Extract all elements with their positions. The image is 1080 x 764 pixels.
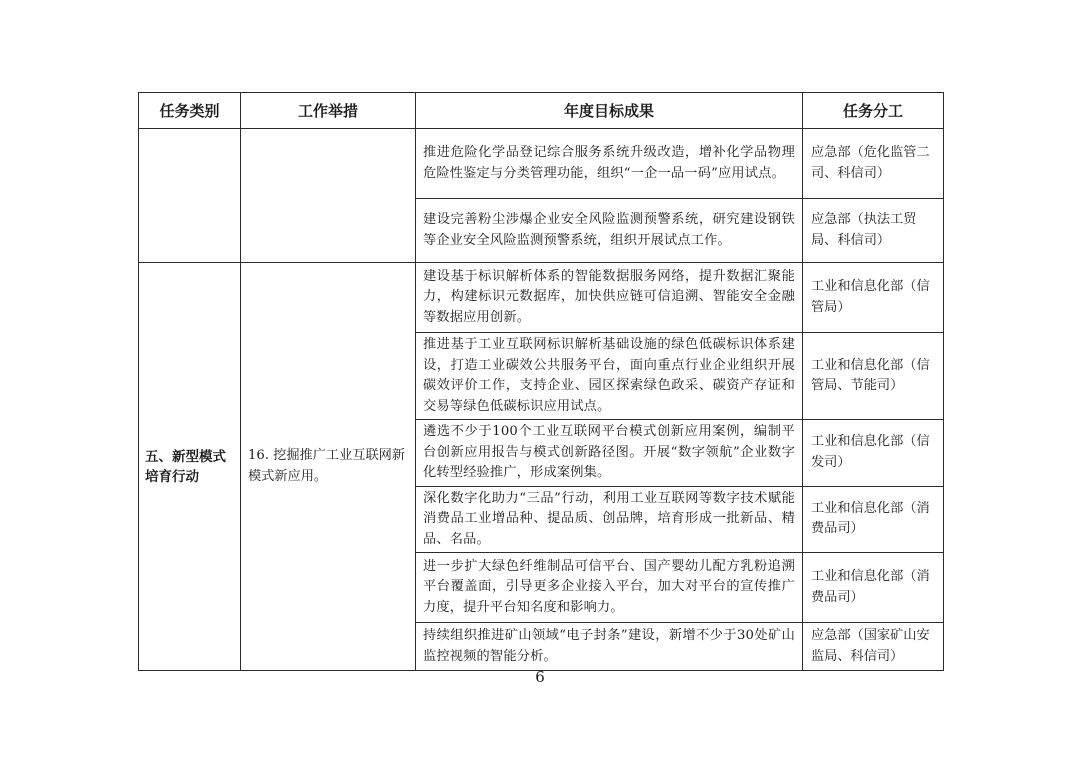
header-annual-goal: 年度目标成果 [416, 93, 803, 129]
dept-cell: 应急部（执法工贸局、科信司） [803, 199, 944, 263]
empty-category-cell [139, 129, 241, 263]
goal-cell: 进一步扩大绿色纤维制品可信平台、国产婴幼儿配方乳粉追溯平台覆盖面，引导更多企业接入平台，加大对平台的宣传推广力度，提升平台知名度和影响力。 [416, 553, 803, 623]
goal-cell: 建设基于标识解析体系的智能数据服务网络，提升数据汇聚能力，构建标识元数据库，加快供应链可信追溯、智能安全金融等数据应用创新。 [416, 263, 803, 333]
dept-cell: 工业和信息化部（信管局、节能司） [803, 333, 944, 420]
dept-cell: 应急部（危化监管二司、科信司） [803, 129, 944, 199]
task-table [138, 92, 944, 671]
header-task-category: 任务类别 [139, 93, 241, 129]
table-row [139, 129, 944, 199]
dept-cell: 工业和信息化部（消费品司） [803, 553, 944, 623]
goal-cell: 遴选不少于100个工业互联网平台模式创新应用案例，编制平台创新应用报告与模式创新路径图。开展“数字领航”企业数字化转型经验推广，形成案例集。 [416, 420, 803, 487]
header-work-measure: 工作举措 [241, 93, 416, 129]
work-measure-cell: 16. 挖掘推广工业互联网新模式新应用。 [241, 263, 416, 671]
dept-cell: 工业和信息化部（消费品司） [803, 486, 944, 553]
table-header-row [139, 93, 944, 129]
page-number: 6 [535, 668, 545, 686]
dept-cell: 工业和信息化部（信管局） [803, 263, 944, 333]
goal-cell: 推进危险化学品登记综合服务系统升级改造，增补化学品物理危险性鉴定与分类管理功能，组织“一企一品一码”应用试点。 [416, 129, 803, 199]
empty-measure-cell [241, 129, 416, 263]
goal-cell: 深化数字化助力“三品”行动，利用工业互联网等数字技术赋能消费品工业增品种、提品质、创品牌，培育形成一批新品、精品、名品。 [416, 486, 803, 553]
header-task-division: 任务分工 [803, 93, 944, 129]
table-row [139, 263, 944, 333]
dept-cell: 应急部（国家矿山安监局、科信司） [803, 623, 944, 671]
goal-cell: 建设完善粉尘涉爆企业安全风险监测预警系统，研究建设钢铁等企业安全风险监测预警系统，组织开展试点工作。 [416, 199, 803, 263]
task-category-cell: 五、新型模式培育行动 [139, 263, 241, 671]
dept-cell: 工业和信息化部（信发司） [803, 420, 944, 487]
goal-cell: 推进基于工业互联网标识解析基础设施的绿色低碳标识体系建设，打造工业碳效公共服务平台，面向重点行业企业组织开展碳效评价工作，支持企业、园区探索绿色政采、碳资产存证和交易等绿色低碳标识应用试点。 [416, 333, 803, 420]
goal-cell: 持续组织推进矿山领域“电子封条”建设，新增不少于30处矿山监控视频的智能分析。 [416, 623, 803, 671]
